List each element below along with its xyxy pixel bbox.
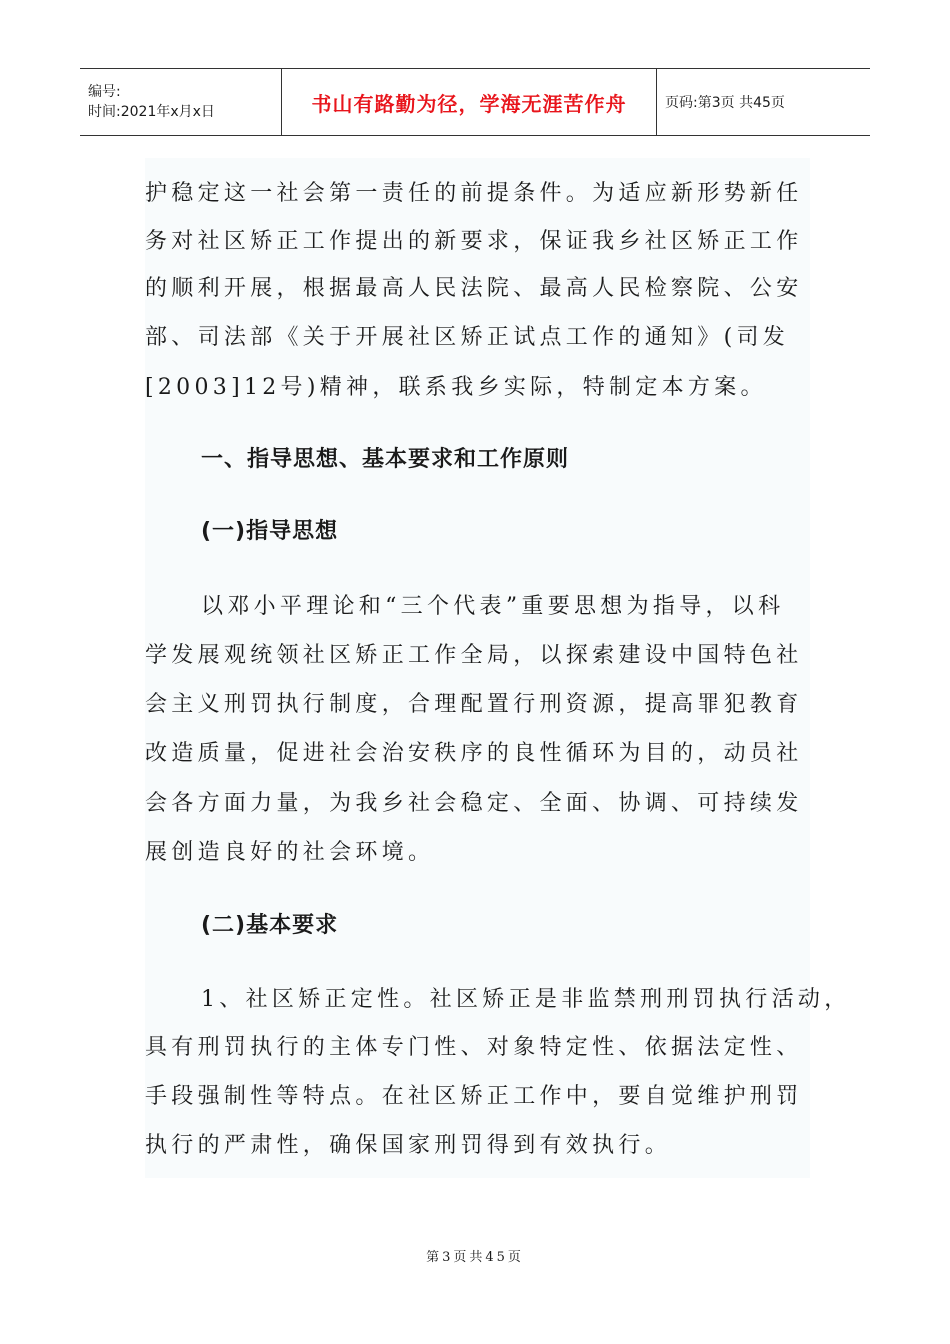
paragraph-line: 具有刑罚执行的主体专门性、对象特定性、依据法定性、 — [145, 1035, 803, 1060]
paragraph-line: 1、社区矫正定性。社区矫正是非监禁刑刑罚执行活动， — [201, 987, 851, 1012]
paragraph-line: 手段强制性等特点。在社区矫正工作中，要自觉维护刑罚 — [145, 1084, 803, 1109]
document-number-label: 编号: — [88, 84, 121, 100]
paragraph-line: 改造质量，促进社会治安秩序的良性循环为目的，动员社 — [145, 741, 803, 766]
section-heading: 一、指导思想、基本要求和工作原则 — [201, 447, 570, 472]
header-motto: 书山有路勤为径，学海无涯苦作舟 — [311, 91, 627, 116]
paragraph-line: [2003]12号)精神，联系我乡实际，特制定本方案。 — [145, 375, 767, 400]
paragraph-line: 的顺利开展，根据最高人民法院、最高人民检察院、公安 — [145, 276, 803, 301]
paragraph-line: 学发展观统领社区矫正工作全局，以探索建设中国特色社 — [145, 643, 803, 668]
subsection-heading: (一)指导思想 — [201, 519, 339, 544]
page-header — [80, 68, 870, 136]
paragraph-line: 展创造良好的社会环境。 — [145, 840, 435, 865]
paragraph-line: 会主义刑罚执行制度，合理配置行刑资源，提高罪犯教育 — [145, 692, 803, 717]
paragraph-line: 会各方面力量，为我乡社会稳定、全面、协调、可持续发 — [145, 791, 803, 816]
page-footer: 第3页共45页 — [426, 1250, 524, 1265]
header-page-number: 页码:第3页 共45页 — [665, 95, 785, 111]
paragraph-line: 部、司法部《关于开展社区矫正试点工作的通知》(司发 — [145, 325, 790, 350]
paragraph-line: 执行的严肃性，确保国家刑罚得到有效执行。 — [145, 1133, 672, 1158]
header-page-cell — [657, 69, 870, 135]
paragraph-line: 以邓小平理论和“三个代表”重要思想为指导，以科 — [201, 594, 785, 619]
subsection-heading: (二)基本要求 — [201, 913, 339, 938]
header-meta — [80, 69, 282, 135]
header-motto-cell — [282, 69, 657, 135]
document-date: 时间:2021年x月x日 — [88, 104, 215, 120]
document-body — [145, 158, 851, 1178]
paragraph-line: 护稳定这一社会第一责任的前提条件。为适应新形势新任 — [145, 181, 803, 206]
paragraph-line: 务对社区矫正工作提出的新要求，保证我乡社区矫正工作 — [145, 229, 803, 254]
